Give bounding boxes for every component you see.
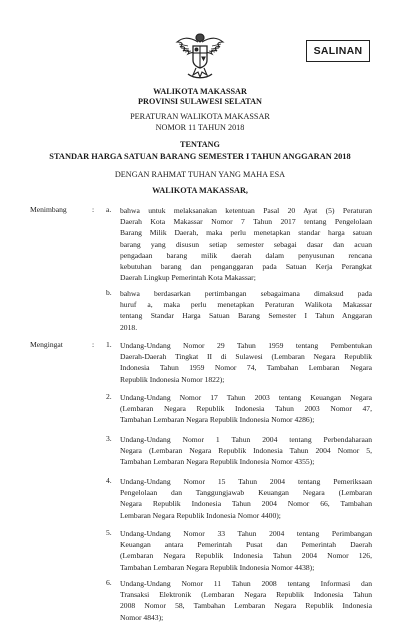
garuda-emblem-icon [174, 30, 226, 82]
header-provinsi: PROVINSI SULAWESI SELATAN [138, 97, 262, 106]
text-line: Daerah-Daerah Tingkat II di Sulawesi (Lembaran Negara Republik [120, 352, 372, 362]
text-line: (Lembaran Negara Republik Indonesia Tahun 2004 Nomor 126, [120, 551, 372, 561]
text-line: Republik Indonesia Nomor 1822); [120, 374, 225, 384]
text-line: Lembaran Negara Republik Indonesia Nomor 4400); [120, 510, 281, 520]
text-line: Daerah Kota Makassar Nomor 7 Tahun 2017 tentang Pengelolaan [120, 217, 372, 227]
text-line: Negara (Lembaran Negara Republik Indonesia Tahun 2004 Nomor 5, [120, 446, 372, 456]
mengingat-item-6 [120, 578, 372, 623]
mengingat-item-3 [120, 434, 372, 468]
mengingat-marker-2: 2. [106, 392, 112, 401]
mengingat-marker-5: 5. [106, 528, 112, 537]
document-title: STANDAR HARGA SATUAN BARANG SEMESTER I TAHUN ANGGARAN 2018 [49, 152, 351, 161]
menimbang-marker-b: b. [106, 288, 112, 297]
mengingat-item-2 [120, 392, 372, 426]
header-walikota-closing: WALIKOTA MAKASSAR, [152, 186, 248, 195]
salinan-stamp: SALINAN [306, 40, 370, 62]
menimbang-marker-a: a. [106, 205, 112, 214]
mengingat-marker-3: 3. [106, 434, 112, 443]
text-line: barang yang disusun setiap semester sebagai dasar dan acuan [120, 239, 372, 249]
header-rahmat: DENGAN RAHMAT TUHAN YANG MAHA ESA [114, 170, 286, 179]
header-peraturan: PERATURAN WALIKOTA MAKASSAR [130, 112, 270, 121]
text-line: kebutuhan barang dan penganggaran pada Satuan Kerja Perangkat [120, 262, 372, 272]
mengingat-marker-4: 4. [106, 476, 112, 485]
mengingat-item-1 [120, 340, 372, 385]
menimbang-item-a [120, 205, 372, 283]
mengingat-item-4 [120, 476, 372, 521]
text-line: Undang-Undang Nomor 33 Tahun 2004 tentang Perimbangan [120, 529, 372, 538]
text-line: pengadaan barang milik daerah dalam penyusunan rencana [120, 250, 372, 260]
mengingat-colon: : [92, 340, 95, 349]
text-line: bahwa untuk melaksanakan ketentuan Pasal 20 Ayat (5) Peraturan [120, 206, 372, 215]
menimbang-colon: : [92, 205, 95, 214]
text-line: Indonesia Tahun 1959 Nomor 74, Tambahan Lembaran Negara [120, 363, 372, 373]
menimbang-item-b [120, 288, 372, 333]
text-line: Transaksi Elektronik (Lembaran Negara Republik Indonesia Tahun [120, 590, 372, 600]
text-line: Barang Milik Daerah, maka perlu menetapkan standar harga satuan [120, 228, 372, 238]
text-line: Undang-Undang Nomor 11 Tahun 2008 tentang Informasi dan [120, 579, 372, 588]
text-line: huruf a, maka perlu menetapkan Peraturan Walikota Makassar [120, 300, 372, 310]
text-line: 2008 Nomor 58, Tambahan Lembaran Negara Republik Indonesia [120, 601, 372, 611]
menimbang-label: Menimbang [30, 205, 67, 214]
text-line: Undang-Undang Nomor 1 Tahun 2004 tentang Perbendaharaan [120, 435, 372, 444]
text-line: Pengelolaan dan Tanggungjawab Keuangan Negara (Lembaran [120, 488, 372, 498]
header-walikota: WALIKOTA MAKASSAR [153, 87, 247, 96]
header-nomor: NOMOR 11 TAHUN 2018 [155, 123, 245, 132]
text-line: Daerah Lingkup Pemerintah Kota Makassar; [120, 273, 256, 283]
text-line: Tambahan Lembaran Negara Republik Indonesia Nomor 4355); [120, 457, 315, 467]
text-line: Tambahan Lembaran Negara Republik Indonesia Nomor 4438); [120, 562, 315, 572]
text-line: Undang-Undang Nomor 17 Tahun 2003 tentang Keuangan Negara [120, 393, 372, 402]
text-line: Negara Republik Indonesia Tahun 2004 Nomor 66, Tambahan [120, 499, 372, 509]
header-tentang: TENTANG [180, 140, 220, 149]
text-line: bahwa berdasarkan pertimbangan sebagaimana dimaksud pada [120, 289, 372, 298]
text-line: Undang-Undang Nomor 29 Tahun 1959 tentang Pembentukan [120, 341, 372, 350]
text-line: Keuangan antara Pemerintah Pusat dan Pemerintah Daerah [120, 540, 372, 550]
mengingat-marker-1: 1. [106, 340, 112, 349]
text-line: Undang-Undang Nomor 15 Tahun 2004 tentang Pemeriksaan [120, 477, 372, 486]
mengingat-label: Mengingat [30, 340, 63, 349]
text-line: 2018. [120, 322, 138, 332]
mengingat-item-5 [120, 528, 372, 573]
mengingat-marker-6: 6. [106, 578, 112, 587]
text-line: (Lembaran Negara Republik Indonesia Tahun 2003 Nomor 47, [120, 404, 372, 414]
text-line: tentang Standar Harga Satuan Barang Semester I Tahun Anggaran [120, 311, 372, 321]
text-line: Tambahan Lembaran Negara Republik Indonesia Nomor 4286); [120, 415, 315, 425]
text-line: Nomor 4843); [120, 612, 164, 622]
